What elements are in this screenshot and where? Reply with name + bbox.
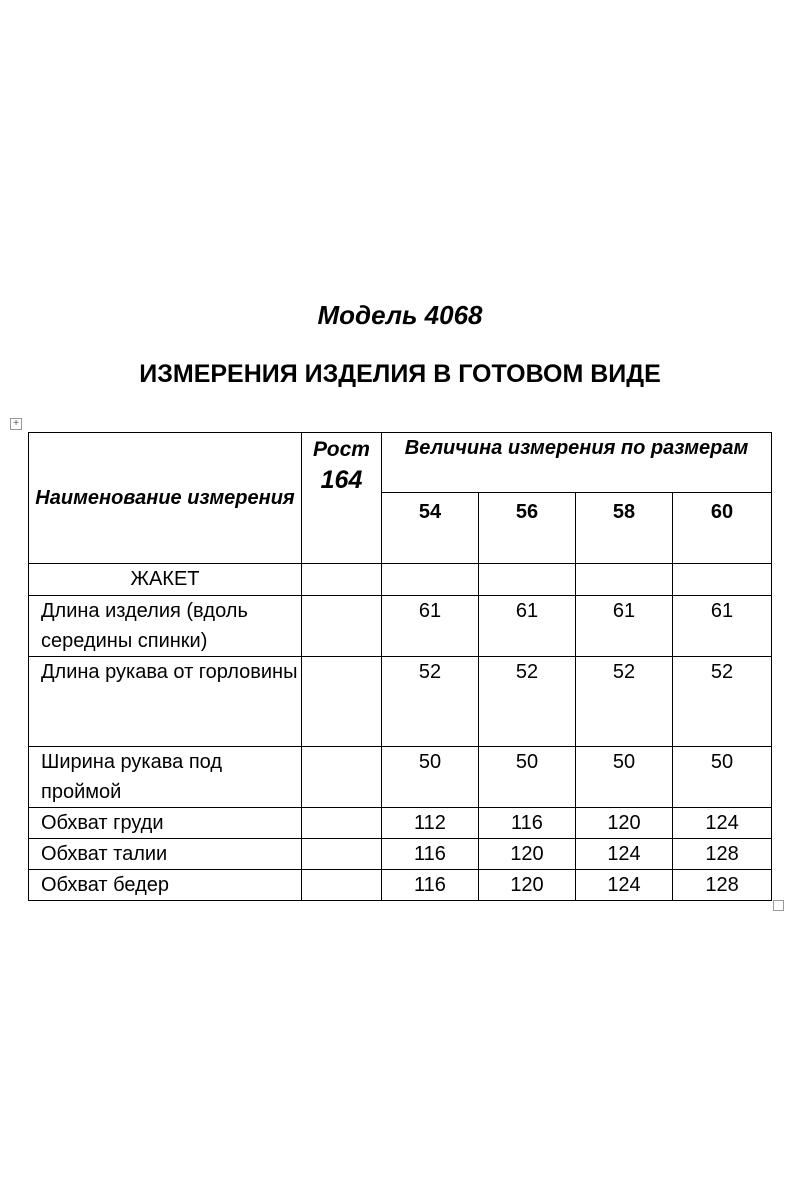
size-header-58: 58 — [576, 493, 673, 564]
value-cell: 52 — [576, 657, 673, 747]
empty-cell — [382, 564, 479, 596]
header-height-cell — [302, 433, 382, 564]
value-cell: 50 — [673, 747, 772, 808]
value-cell: 50 — [576, 747, 673, 808]
table-row — [29, 839, 772, 870]
empty-cell — [576, 564, 673, 596]
value-cell: 52 — [673, 657, 772, 747]
value-cell: 120 — [479, 870, 576, 901]
value-cell: 61 — [479, 596, 576, 657]
size-header-60: 60 — [673, 493, 772, 564]
table-row — [29, 596, 772, 657]
value-cell: 120 — [576, 808, 673, 839]
value-cell: 50 — [382, 747, 479, 808]
empty-cell — [302, 596, 382, 657]
empty-cell — [302, 747, 382, 808]
table-move-handle-icon[interactable]: + — [10, 418, 22, 430]
table-row — [29, 808, 772, 839]
row-label: Длина рукава от горловины — [29, 657, 302, 747]
value-cell: 112 — [382, 808, 479, 839]
table-resize-handle-icon[interactable] — [773, 900, 784, 911]
value-cell: 61 — [576, 596, 673, 657]
value-cell: 52 — [382, 657, 479, 747]
table-row — [29, 747, 772, 808]
empty-cell — [673, 564, 772, 596]
empty-cell — [302, 564, 382, 596]
header-height-label: Рост — [313, 438, 370, 461]
value-cell: 52 — [479, 657, 576, 747]
header-sizes-label: Величина измерения по размерам — [404, 437, 749, 459]
row-label: Обхват талии — [29, 839, 302, 870]
value-cell: 124 — [576, 839, 673, 870]
empty-cell — [302, 808, 382, 839]
section-row — [29, 564, 772, 596]
header-height-value: 164 — [320, 466, 363, 494]
document-title: ИЗМЕРЕНИЯ ИЗДЕЛИЯ В ГОТОВОМ ВИДЕ — [139, 360, 661, 388]
value-cell: 50 — [479, 747, 576, 808]
header-name-label: Наименование измерения — [35, 487, 295, 509]
value-cell: 128 — [673, 839, 772, 870]
model-title: Модель 4068 — [317, 300, 483, 330]
value-cell: 116 — [382, 839, 479, 870]
row-label: Ширина рукава под проймой — [29, 747, 302, 808]
empty-cell — [302, 657, 382, 747]
empty-cell — [302, 870, 382, 901]
table-row — [29, 870, 772, 901]
value-cell: 61 — [673, 596, 772, 657]
header-name-cell — [29, 433, 302, 564]
value-cell: 124 — [576, 870, 673, 901]
value-cell: 124 — [673, 808, 772, 839]
size-header-54: 54 — [382, 493, 479, 564]
value-cell: 116 — [479, 808, 576, 839]
header-sizes-cell — [382, 433, 772, 493]
row-label: Длина изделия (вдоль середины спинки) — [29, 596, 302, 657]
empty-cell — [302, 839, 382, 870]
measurements-table — [28, 432, 772, 901]
value-cell: 116 — [382, 870, 479, 901]
table-row — [29, 657, 772, 747]
value-cell: 120 — [479, 839, 576, 870]
row-label: Обхват бедер — [29, 870, 302, 901]
empty-cell — [479, 564, 576, 596]
value-cell: 61 — [382, 596, 479, 657]
size-header-56: 56 — [479, 493, 576, 564]
section-label: ЖАКЕТ — [29, 564, 302, 596]
row-label: Обхват груди — [29, 808, 302, 839]
value-cell: 128 — [673, 870, 772, 901]
